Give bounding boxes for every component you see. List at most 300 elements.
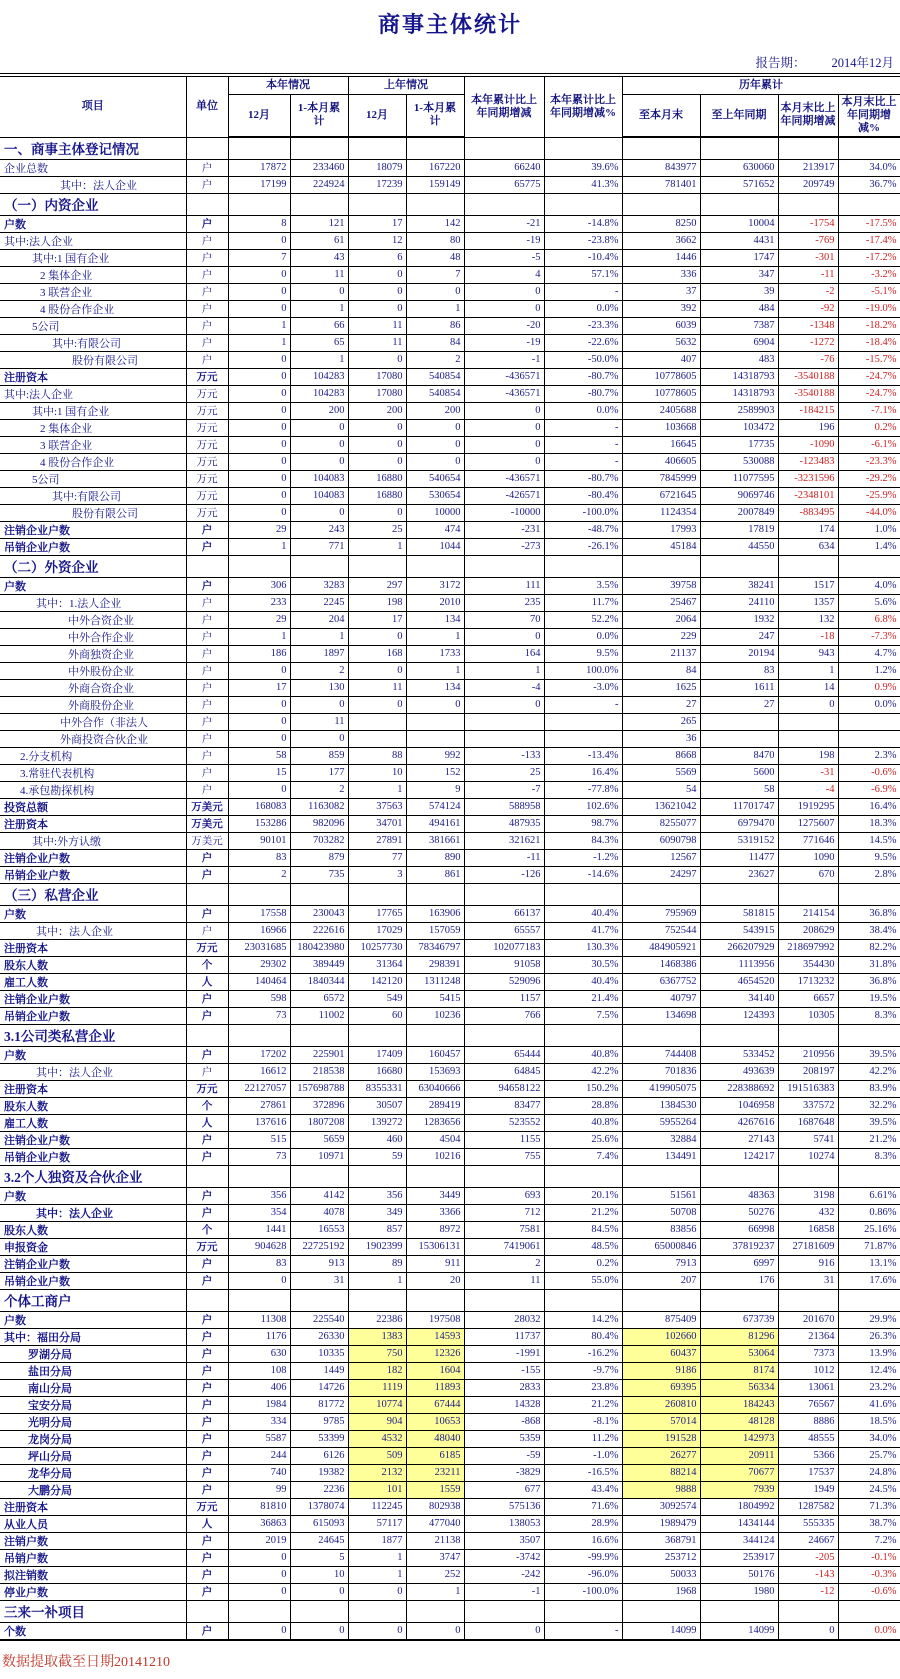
value-cell: 8355331	[348, 1080, 406, 1097]
value-cell: 112245	[348, 1498, 406, 1515]
value-cell: 1807208	[290, 1114, 348, 1131]
value-cell: 23627	[700, 866, 778, 883]
empty-cell	[544, 1024, 622, 1046]
table-row	[0, 832, 900, 849]
unit-cell: 户	[186, 747, 228, 764]
value-cell: 0	[228, 283, 290, 300]
empty-cell	[186, 137, 228, 159]
value-cell: 6997	[700, 1255, 778, 1272]
value-cell: 16858	[778, 1221, 838, 1238]
value-cell: 180423980	[290, 939, 348, 956]
row-label: 其中:法人企业	[0, 385, 186, 402]
empty-cell	[778, 1600, 838, 1622]
value-cell: 20194	[700, 645, 778, 662]
value-cell: 17765	[348, 905, 406, 922]
value-cell: 11	[464, 1272, 544, 1289]
value-cell: 1.4%	[838, 538, 900, 555]
value-cell: -24.7%	[838, 385, 900, 402]
group-last-year: 上年情况	[348, 75, 464, 94]
value-cell: 2245	[290, 594, 348, 611]
value-cell: 740	[228, 1464, 290, 1481]
unit-cell: 户	[186, 764, 228, 781]
unit-cell: 万美元	[186, 832, 228, 849]
unit-cell: 户	[186, 990, 228, 1007]
value-cell: -13.4%	[544, 747, 622, 764]
value-cell: 159149	[406, 176, 464, 193]
value-cell: 19382	[290, 1464, 348, 1481]
value-cell: 25467	[622, 594, 700, 611]
value-cell: 0	[228, 1272, 290, 1289]
value-cell: 34140	[700, 990, 778, 1007]
value-cell: 39758	[622, 577, 700, 594]
value-cell: 0	[290, 436, 348, 453]
empty-cell	[464, 193, 544, 215]
value-cell: 17	[348, 215, 406, 232]
value-cell: 1559	[406, 1481, 464, 1498]
value-cell: 5	[290, 1549, 348, 1566]
value-cell: 121	[290, 215, 348, 232]
value-cell: 0	[228, 781, 290, 798]
value-cell: 0	[348, 266, 406, 283]
row-label: 注销户数	[0, 1532, 186, 1549]
row-label: 中外合资企业	[0, 611, 186, 628]
value-cell: 1119	[348, 1379, 406, 1396]
value-cell: 755	[464, 1148, 544, 1165]
col-item: 项目	[0, 75, 186, 137]
value-cell: 30507	[348, 1097, 406, 1114]
empty-cell	[700, 555, 778, 577]
value-cell: 124217	[700, 1148, 778, 1165]
row-label: 3 联营企业	[0, 283, 186, 300]
row-label: 企业总数	[0, 159, 186, 176]
value-cell: 26330	[290, 1328, 348, 1345]
table-row	[0, 713, 900, 730]
table-row	[0, 1481, 900, 1498]
value-cell: 204	[290, 611, 348, 628]
empty-cell	[464, 1024, 544, 1046]
value-cell: -17.2%	[838, 249, 900, 266]
value-cell: 39.5%	[838, 1046, 900, 1063]
value-cell: 7373	[778, 1345, 838, 1362]
row-label: 2 集体企业	[0, 266, 186, 283]
value-cell: 10	[348, 764, 406, 781]
value-cell: 59	[348, 1148, 406, 1165]
value-cell: 321621	[464, 832, 544, 849]
value-cell: 14.2%	[544, 1311, 622, 1328]
table-row	[0, 1080, 900, 1097]
value-cell: 0	[464, 696, 544, 713]
value-cell: 10274	[778, 1148, 838, 1165]
value-cell: 5319152	[700, 832, 778, 849]
empty-cell	[778, 1289, 838, 1311]
value-cell: 0	[228, 504, 290, 521]
value-cell: 44550	[700, 538, 778, 555]
row-label: 外商投资合伙企业	[0, 730, 186, 747]
empty-cell	[228, 1165, 290, 1187]
row-label: 股东人数	[0, 956, 186, 973]
table-row	[0, 922, 900, 939]
col-to-month-end: 至本月末	[622, 94, 700, 137]
unit-cell: 万元	[186, 385, 228, 402]
value-cell: 406605	[622, 453, 700, 470]
value-cell: 911	[406, 1255, 464, 1272]
value-cell: 16880	[348, 470, 406, 487]
value-cell: 37	[622, 283, 700, 300]
value-cell	[838, 713, 900, 730]
empty-cell	[838, 1024, 900, 1046]
value-cell: 494161	[406, 815, 464, 832]
empty-cell	[544, 1165, 622, 1187]
value-cell: 0	[228, 730, 290, 747]
value-cell	[700, 730, 778, 747]
value-cell: 134491	[622, 1148, 700, 1165]
value-cell: 0	[228, 1566, 290, 1583]
row-label: 其中：法人企业	[0, 176, 186, 193]
unit-cell: 个	[186, 1097, 228, 1114]
empty-cell	[838, 137, 900, 159]
table-row	[0, 470, 900, 487]
value-cell: 40.8%	[544, 1114, 622, 1131]
value-cell: 83	[700, 662, 778, 679]
row-label: 其中:外方认缴	[0, 832, 186, 849]
value-cell: 0	[406, 453, 464, 470]
value-cell: 0	[464, 300, 544, 317]
value-cell: 23211	[406, 1464, 464, 1481]
row-label: 注册资本	[0, 1080, 186, 1097]
value-cell: 20911	[700, 1447, 778, 1464]
value-cell: 5.6%	[838, 594, 900, 611]
table-header	[0, 75, 900, 137]
value-cell: 904628	[228, 1238, 290, 1255]
empty-cell	[348, 137, 406, 159]
table-row	[0, 368, 900, 385]
value-cell	[700, 713, 778, 730]
value-cell: 57014	[622, 1413, 700, 1430]
value-cell: 14099	[700, 1622, 778, 1640]
value-cell: 750	[348, 1345, 406, 1362]
value-cell: 0	[228, 402, 290, 419]
value-cell: 3662	[622, 232, 700, 249]
value-cell: 83856	[622, 1221, 700, 1238]
empty-cell	[290, 137, 348, 159]
value-cell: 25	[348, 521, 406, 538]
value-cell: -769	[778, 232, 838, 249]
value-cell	[464, 713, 544, 730]
value-cell: 50176	[700, 1566, 778, 1583]
value-cell: 0	[228, 436, 290, 453]
value-cell: 32884	[622, 1131, 700, 1148]
value-cell: 78346797	[406, 939, 464, 956]
row-label: 4 股份合作企业	[0, 300, 186, 317]
unit-cell: 个	[186, 956, 228, 973]
table-row	[0, 215, 900, 232]
value-cell: 5415	[406, 990, 464, 1007]
value-cell: -12	[778, 1583, 838, 1600]
value-cell: 34.0%	[838, 1430, 900, 1447]
unit-cell: 户	[186, 266, 228, 283]
value-cell: 65444	[464, 1046, 544, 1063]
value-cell: 132	[778, 611, 838, 628]
table-row	[0, 781, 900, 798]
value-cell: 0.0%	[544, 402, 622, 419]
value-cell: 10335	[290, 1345, 348, 1362]
value-cell: 137616	[228, 1114, 290, 1131]
row-label: 吊销企业户数	[0, 1007, 186, 1024]
table-row	[0, 300, 900, 317]
row-label: 户数	[0, 1046, 186, 1063]
empty-cell	[778, 883, 838, 905]
unit-cell: 万元	[186, 453, 228, 470]
value-cell: 22725192	[290, 1238, 348, 1255]
value-cell: 84.5%	[544, 1221, 622, 1238]
value-cell: 11308	[228, 1311, 290, 1328]
value-cell: 14.5%	[838, 832, 900, 849]
value-cell: 795969	[622, 905, 700, 922]
empty-cell	[838, 555, 900, 577]
value-cell: 38.4%	[838, 922, 900, 939]
value-cell: 104283	[290, 385, 348, 402]
unit-cell: 户	[186, 611, 228, 628]
value-cell: 16.4%	[838, 798, 900, 815]
value-cell: -3742	[464, 1549, 544, 1566]
section-row	[0, 883, 900, 905]
value-cell: 0.9%	[838, 679, 900, 696]
value-cell: 0	[228, 487, 290, 504]
value-cell: 7.5%	[544, 1007, 622, 1024]
value-cell: 8.3%	[838, 1148, 900, 1165]
unit-cell: 户	[186, 679, 228, 696]
value-cell: 4654520	[700, 973, 778, 990]
table-row	[0, 764, 900, 781]
unit-cell: 户	[186, 1622, 228, 1640]
value-cell: 1687648	[778, 1114, 838, 1131]
row-label: 其中:1 国有企业	[0, 249, 186, 266]
value-cell: 21.2%	[544, 1204, 622, 1221]
value-cell: 7	[406, 266, 464, 283]
col-to-last-year: 至上年同期	[700, 94, 778, 137]
value-cell: 134	[406, 611, 464, 628]
empty-cell	[406, 1600, 464, 1622]
page-title: 商事主体统计	[377, 12, 522, 37]
value-cell: 419905075	[622, 1080, 700, 1097]
table-row	[0, 594, 900, 611]
value-cell: 354	[228, 1204, 290, 1221]
value-cell: 70677	[700, 1464, 778, 1481]
value-cell: 0	[348, 453, 406, 470]
value-cell: 51561	[622, 1187, 700, 1204]
value-cell: 2064	[622, 611, 700, 628]
empty-cell	[186, 883, 228, 905]
value-cell: -7	[464, 781, 544, 798]
value-cell: 244	[228, 1447, 290, 1464]
value-cell: 1283656	[406, 1114, 464, 1131]
value-cell: 3198	[778, 1187, 838, 1204]
value-cell: 17537	[778, 1464, 838, 1481]
row-label: 盐田分局	[0, 1362, 186, 1379]
value-cell: 0	[778, 1622, 838, 1640]
value-cell: 1012	[778, 1362, 838, 1379]
value-cell: 90101	[228, 832, 290, 849]
value-cell: 14593	[406, 1328, 464, 1345]
value-cell: 9069746	[700, 487, 778, 504]
value-cell: 208629	[778, 922, 838, 939]
value-cell: 67444	[406, 1396, 464, 1413]
empty-cell	[700, 193, 778, 215]
row-label: 注销企业户数	[0, 521, 186, 538]
value-cell: 354430	[778, 956, 838, 973]
value-cell: 1	[348, 781, 406, 798]
value-cell: 16966	[228, 922, 290, 939]
unit-cell: 户	[186, 351, 228, 368]
value-cell: 31.8%	[838, 956, 900, 973]
value-cell: 80.4%	[544, 1328, 622, 1345]
empty-cell	[838, 1165, 900, 1187]
value-cell: 36	[622, 730, 700, 747]
value-cell: 1902399	[348, 1238, 406, 1255]
value-cell: 17819	[700, 521, 778, 538]
value-cell: 39.5%	[838, 1114, 900, 1131]
value-cell: 0	[778, 696, 838, 713]
empty-cell	[700, 137, 778, 159]
empty-cell	[228, 1289, 290, 1311]
value-cell: 306	[228, 577, 290, 594]
value-cell: 381661	[406, 832, 464, 849]
value-cell: 6979470	[700, 815, 778, 832]
value-cell: 982096	[290, 815, 348, 832]
value-cell: -3540188	[778, 368, 838, 385]
unit-cell: 户	[186, 1148, 228, 1165]
value-cell: 14099	[622, 1622, 700, 1640]
value-cell: 98.7%	[544, 815, 622, 832]
value-cell: 26.3%	[838, 1328, 900, 1345]
value-cell: 10774	[348, 1396, 406, 1413]
value-cell: 493639	[700, 1063, 778, 1080]
value-cell: 42.2%	[838, 1063, 900, 1080]
value-cell: 1919295	[778, 798, 838, 815]
table-row	[0, 1255, 900, 1272]
value-cell: 104083	[290, 487, 348, 504]
value-cell: 198	[778, 747, 838, 764]
empty-cell	[406, 555, 464, 577]
value-cell: 298391	[406, 956, 464, 973]
value-cell: 11077595	[700, 470, 778, 487]
value-cell: 124393	[700, 1007, 778, 1024]
value-cell: 182	[348, 1362, 406, 1379]
value-cell: 1287582	[778, 1498, 838, 1515]
value-cell: 10004	[700, 215, 778, 232]
value-cell: 2010	[406, 594, 464, 611]
row-label: 罗湖分局	[0, 1345, 186, 1362]
value-cell: 104283	[290, 368, 348, 385]
row-label: 注册资本	[0, 939, 186, 956]
unit-cell: 人	[186, 1515, 228, 1532]
value-cell: 5741	[778, 1131, 838, 1148]
value-cell: 24667	[778, 1532, 838, 1549]
value-cell: -0.3%	[838, 1566, 900, 1583]
value-cell: 12326	[406, 1345, 464, 1362]
table-row	[0, 521, 900, 538]
table-row	[0, 1379, 900, 1396]
value-cell: 58	[700, 781, 778, 798]
value-cell: 17202	[228, 1046, 290, 1063]
value-cell: -48.7%	[544, 521, 622, 538]
row-label: 其中：福田分局	[0, 1328, 186, 1345]
value-cell: 36.8%	[838, 973, 900, 990]
value-cell: 857	[348, 1221, 406, 1238]
value-cell: -18	[778, 628, 838, 645]
value-cell: 1378074	[290, 1498, 348, 1515]
value-cell: 7	[228, 249, 290, 266]
value-cell: 29	[228, 611, 290, 628]
value-cell: 1384530	[622, 1097, 700, 1114]
value-cell: 7419061	[464, 1238, 544, 1255]
col-cum-diff-pct: 本年累计比上年同期增减%	[544, 75, 622, 137]
value-cell: 530654	[406, 487, 464, 504]
value-cell: -9.7%	[544, 1362, 622, 1379]
value-cell: 297	[348, 577, 406, 594]
unit-cell: 人	[186, 973, 228, 990]
value-cell: -80.7%	[544, 385, 622, 402]
table-row	[0, 1622, 900, 1640]
table-row	[0, 351, 900, 368]
table-row	[0, 611, 900, 628]
table-row	[0, 1583, 900, 1600]
value-cell: 27	[700, 696, 778, 713]
value-cell: 168083	[228, 798, 290, 815]
unit-cell: 户	[186, 1447, 228, 1464]
value-cell: 347	[700, 266, 778, 283]
value-cell: -7.3%	[838, 628, 900, 645]
row-label: 其中:法人企业	[0, 232, 186, 249]
value-cell: -3540188	[778, 385, 838, 402]
value-cell	[544, 713, 622, 730]
value-cell: 2.3%	[838, 747, 900, 764]
value-cell: 73	[228, 1148, 290, 1165]
col-end-diff-pct: 本月末比上年同期增减%	[838, 94, 900, 137]
value-cell: 4142	[290, 1187, 348, 1204]
value-cell: 540854	[406, 385, 464, 402]
value-cell: 101	[348, 1481, 406, 1498]
value-cell: 1468386	[622, 956, 700, 973]
value-cell: 17199	[228, 176, 290, 193]
value-cell: 230043	[290, 905, 348, 922]
value-cell: 17	[228, 679, 290, 696]
value-cell: 24297	[622, 866, 700, 883]
value-cell: 0	[406, 1622, 464, 1640]
value-cell: 12	[348, 232, 406, 249]
section-label: （一）内资企业	[0, 193, 186, 215]
value-cell: 66137	[464, 905, 544, 922]
table-row	[0, 249, 900, 266]
value-cell: 65557	[464, 922, 544, 939]
value-cell: 11.7%	[544, 594, 622, 611]
value-cell: -	[544, 436, 622, 453]
value-cell: 484905921	[622, 939, 700, 956]
value-cell: 25.16%	[838, 1221, 900, 1238]
value-cell: 5955264	[622, 1114, 700, 1131]
empty-cell	[838, 1289, 900, 1311]
empty-cell	[838, 1600, 900, 1622]
value-cell: -16.2%	[544, 1345, 622, 1362]
empty-cell	[290, 1024, 348, 1046]
unit-cell: 户	[186, 1345, 228, 1362]
value-cell: 7939	[700, 1481, 778, 1498]
row-label: 龙岗分局	[0, 1430, 186, 1447]
empty-cell	[622, 1289, 700, 1311]
value-cell: 0	[228, 385, 290, 402]
value-cell: -4	[464, 679, 544, 696]
value-cell: 11	[348, 317, 406, 334]
